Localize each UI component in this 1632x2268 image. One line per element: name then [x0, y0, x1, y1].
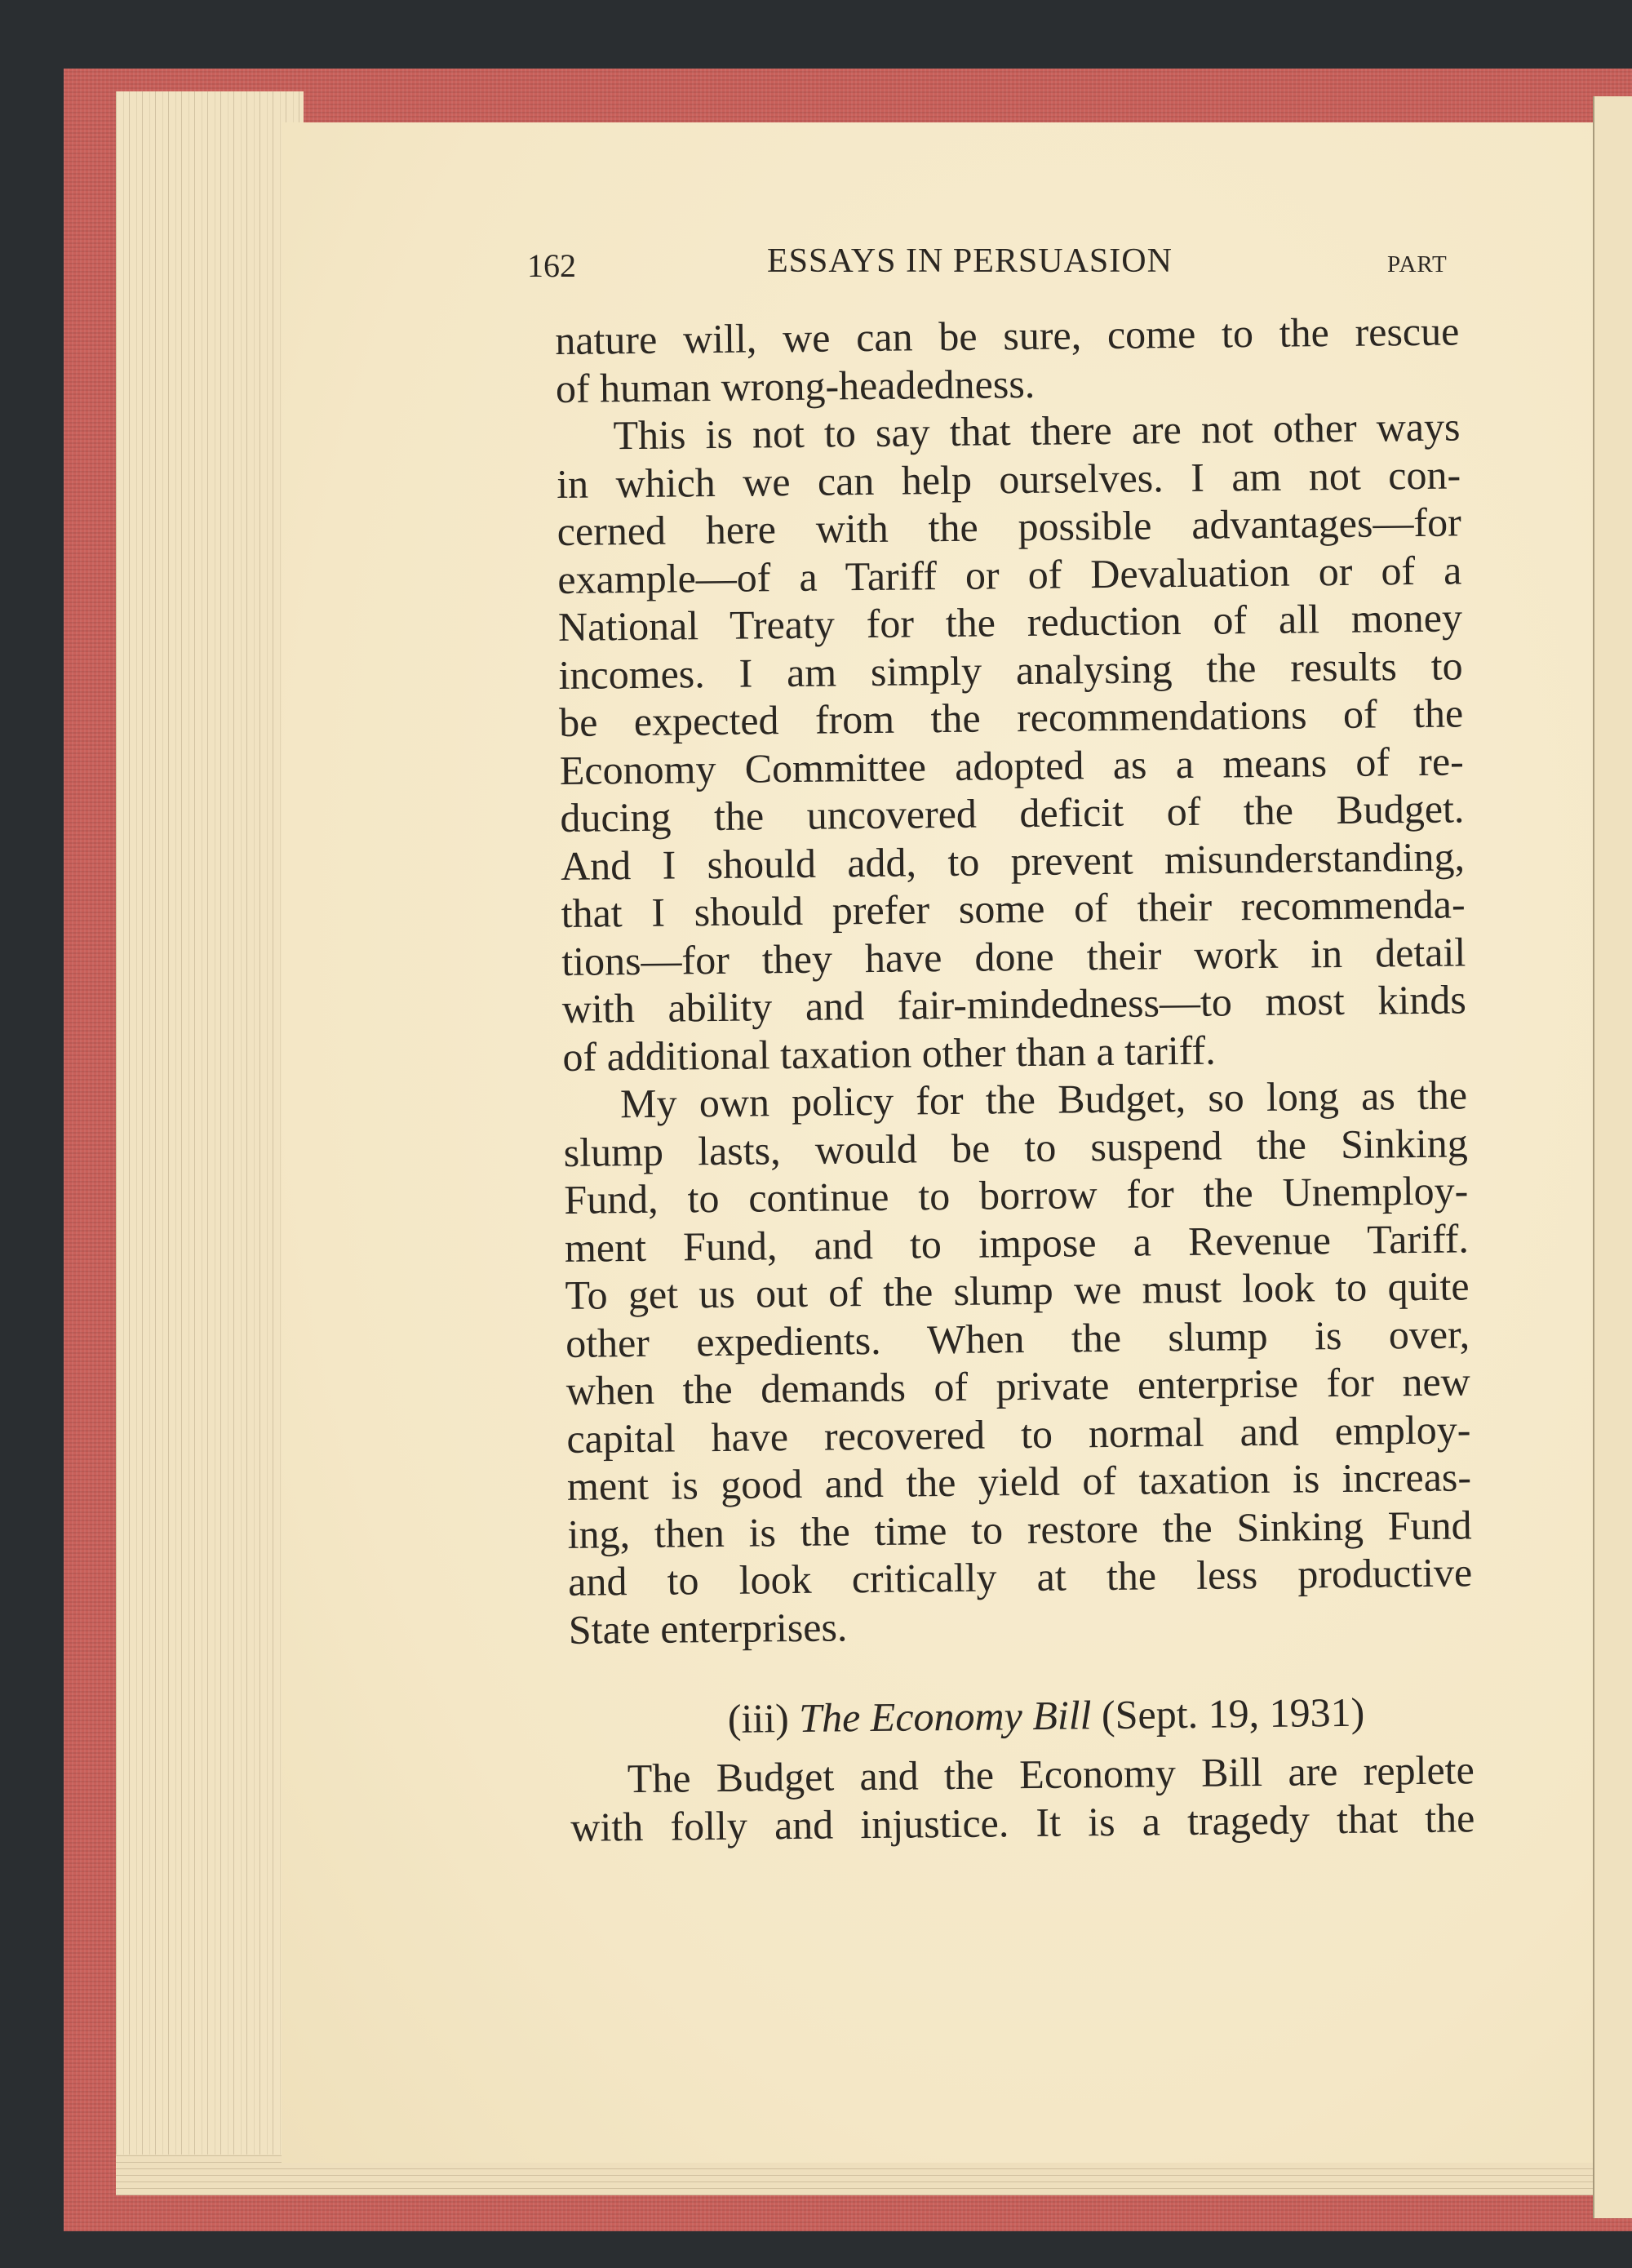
text-line: that I should prefer some of their recommenda-: [561, 881, 1466, 936]
running-title: ESSAYS IN PERSUASION: [767, 242, 1173, 280]
text-line: The Budget and the Economy Bill are replete: [627, 1746, 1475, 1802]
text-line: example—of a Tariff or of Devaluation or of a: [557, 546, 1462, 602]
text-line: with ability and fair-mindedness—to most kinds: [561, 976, 1467, 1032]
text-line: My own policy for the Budget, so long as the: [619, 1072, 1468, 1127]
page-number: 162: [527, 247, 576, 284]
text-line: be expected from the recommendations of the: [558, 690, 1464, 745]
text-line: And I should add, to prevent misunderstanding,: [560, 832, 1466, 889]
text-line: National Treaty for the reduction of all money: [557, 594, 1463, 650]
text-line: of additional taxation other than a tariff.: [562, 1027, 1216, 1080]
text-line: State enterprises.: [568, 1603, 848, 1653]
facing-page-edge: [1593, 96, 1632, 2218]
section-heading: [619, 1676, 1475, 1755]
part-label: PART: [1387, 251, 1448, 277]
text-line: ment Fund, and to impose a Revenue Tariff.: [564, 1214, 1470, 1271]
text-line: This is not to say that there are not other ways: [613, 403, 1461, 459]
text-line: slump lasts, would be to suspend the Sinking: [563, 1119, 1468, 1175]
section-title: The Economy Bill: [798, 1692, 1092, 1741]
text-line: when the demands of private enterprise for new: [565, 1358, 1471, 1414]
body-text: [555, 307, 1475, 1850]
text-line: ment is good and the yield of taxation is increas-: [566, 1454, 1472, 1509]
section-number: (iii): [727, 1695, 790, 1742]
text-line: of human wrong-headedness.: [555, 360, 1036, 411]
text-line: capital have recovered to normal and employ-: [566, 1405, 1471, 1462]
text-line: To get us out of the slump we must look to quite: [565, 1263, 1470, 1318]
text-line: and to look critically at the less productive: [567, 1549, 1473, 1604]
text-line: with folly and injustice. It is a tragedy that the: [570, 1794, 1475, 1850]
text-line: Economy Committee adopted as a means of re-: [559, 737, 1465, 793]
text-line: ducing the uncovered deficit of the Budget.: [560, 785, 1465, 841]
page-edges-left: [116, 91, 304, 2187]
text-line: nature will, we can be sure, come to the rescue: [555, 308, 1460, 363]
text-line: ing, then is the time to restore the Sinking Fund: [567, 1501, 1472, 1557]
text-line: cerned here with the possible advantages—for: [557, 499, 1461, 554]
text-line: tions—for they have done their work in detail: [561, 928, 1466, 984]
text-line: Fund, to continue to borrow for the Unemploy-: [564, 1167, 1469, 1223]
running-header: [0, 242, 1632, 291]
text-line: in which we can help ourselves. I am not con-: [556, 450, 1461, 507]
text-line: other expedients. When the slump is over,: [565, 1310, 1470, 1366]
text-line: incomes. I am simply analysing the results to: [558, 641, 1463, 698]
section-date: (Sept. 19, 1931): [1101, 1689, 1365, 1738]
